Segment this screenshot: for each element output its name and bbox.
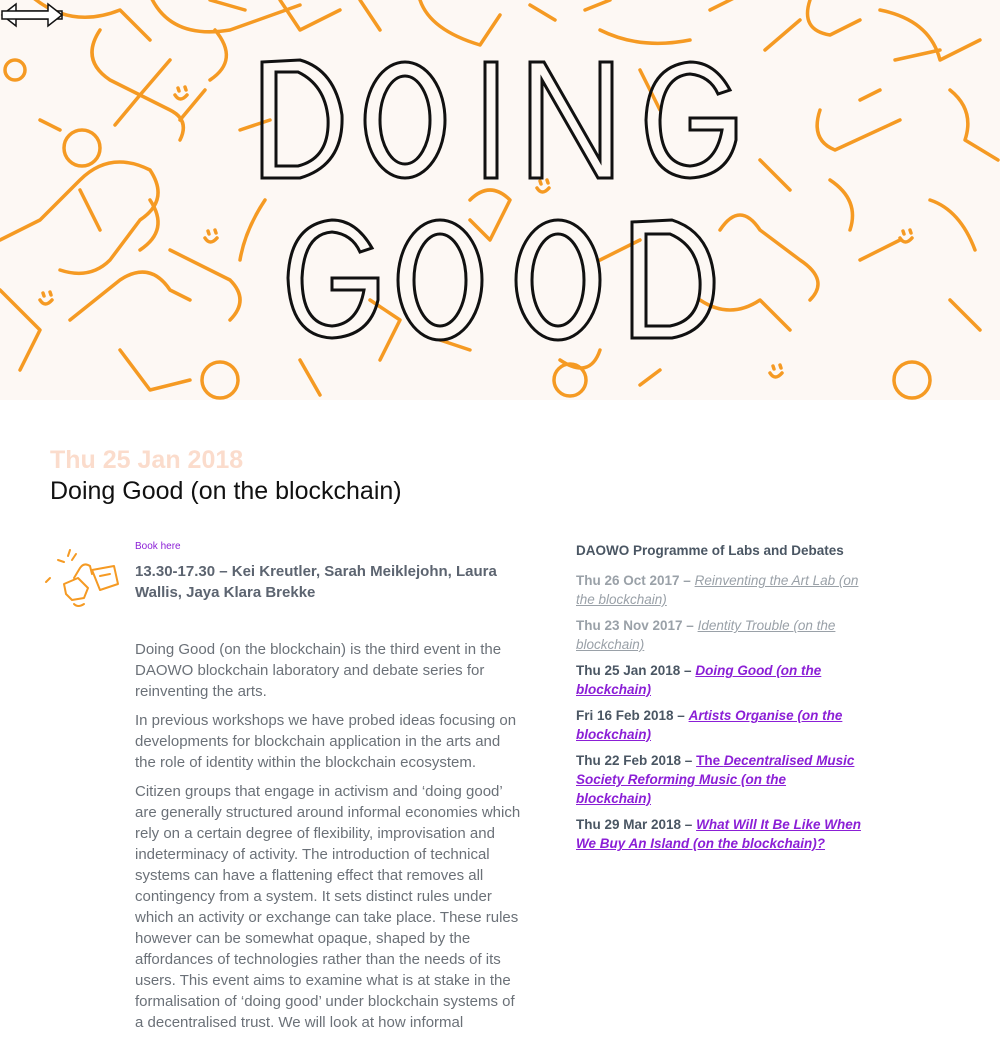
programme-item	[576, 616, 861, 654]
hero-banner	[0, 0, 1000, 400]
programme-item-date: Thu 23 Nov 2017 –	[576, 618, 694, 633]
event-time-speakers: 13.30-17.30 – Kei Kreutler, Sarah Meiklejohn, Laura Wallis, Jaya Klara Brekke	[135, 563, 497, 601]
programme-item-link[interactable]: Reinventing the Art Lab (on the blockchain)	[576, 573, 859, 607]
event-title: Doing Good (on the blockchain)	[50, 477, 402, 505]
programme-item	[576, 751, 861, 808]
sidebar-heading: DAOWO Programme of Labs and Debates	[576, 543, 844, 558]
programme-item-date: Fri 16 Feb 2018 –	[576, 708, 685, 723]
book-here-link[interactable]: Book here	[135, 541, 181, 552]
programme-item-current	[576, 661, 861, 699]
programme-item-link[interactable]: Decentralised Music Society Reforming Music (on the blockchain)	[576, 753, 855, 806]
programme-item	[576, 571, 861, 609]
programme-item	[576, 706, 861, 744]
hand-doodle-icon	[44, 548, 122, 610]
programme-item-date: Thu 25 Jan 2018 –	[576, 663, 692, 678]
description-paragraph: Citizen groups that engage in activism and ‘doing good’ are generally structured around informal economies which rely on a certain degree of flexibility, improvisation and indeterminacy of activity. The introduction of technical systems can have a flattening effect that removes all contingency from a system. It sets distinct rules under which an activity or exchange can take place. These rules however can be somewhat opaque, shaped by the affordances of technologies rather than the needs of its users. This event aims to examine what is at stake in the formalisation of ‘doing good’ under blockchain systems of a decentralised trust. We will look at how informal	[135, 783, 521, 1031]
event-description	[135, 639, 525, 1041]
programme-sidebar	[576, 541, 861, 860]
programme-item-date: Thu 29 Mar 2018 –	[576, 817, 693, 832]
programme-item	[576, 815, 861, 853]
description-paragraph: Doing Good (on the blockchain) is the third event in the DAOWO blockchain laboratory and debate series for reinventing the arts.	[135, 641, 502, 700]
programme-item-link[interactable]: What Will It Be Like When We Buy An Island (on the blockchain)?	[576, 817, 861, 851]
programme-item-link[interactable]: Identity Trouble (on the blockchain)	[576, 618, 836, 652]
programme-item-date: Thu 22 Feb 2018 –	[576, 753, 693, 768]
hero-title-lettering	[0, 0, 1000, 400]
programme-item-date: Thu 26 Oct 2017 –	[576, 573, 691, 588]
programme-item-link-prefix[interactable]: The	[696, 753, 724, 768]
programme-item-link[interactable]: Artists Organise (on the blockchain)	[576, 708, 843, 742]
programme-item-link[interactable]: Doing Good (on the blockchain)	[576, 663, 822, 697]
description-paragraph: In previous workshops we have probed ideas focusing on developments for blockchain application in the arts and the role of identity within the blockchain ecosystem.	[135, 712, 517, 771]
event-date: Thu 25 Jan 2018	[50, 446, 244, 474]
arrow-right-icon[interactable]	[0, 0, 64, 30]
